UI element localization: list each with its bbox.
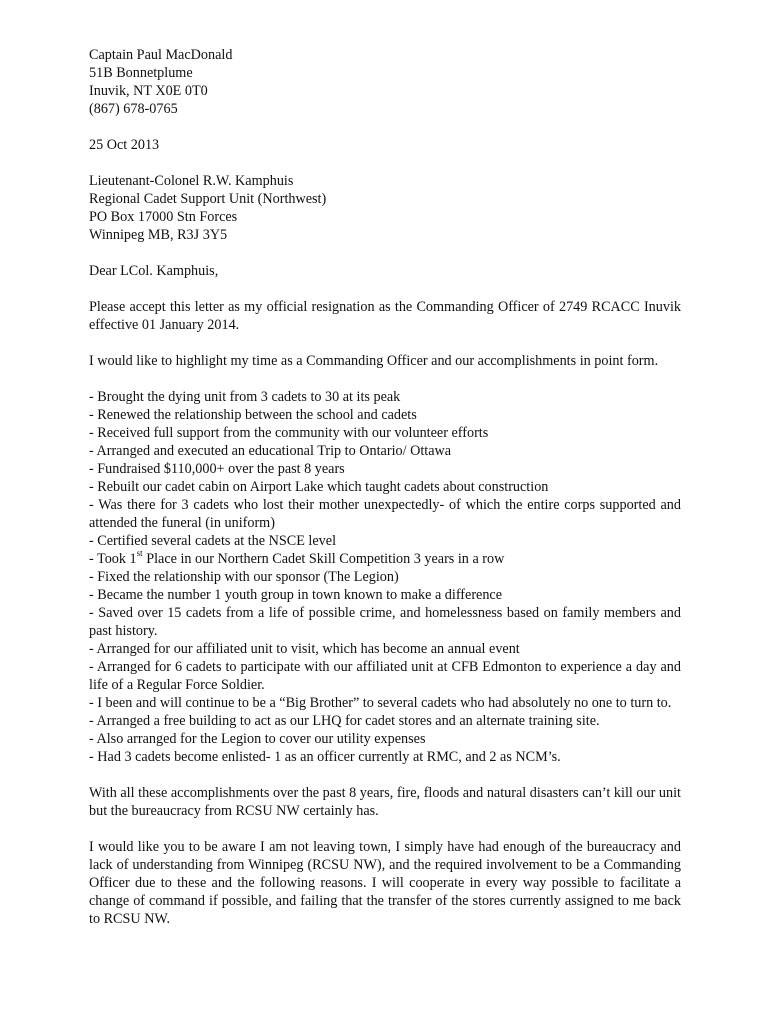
bureaucracy-paragraph: With all these accomplishments over the past 8 years, fire, floods and natural disasters can’t kill our unit but the bureaucracy from RCSU NW certainly has. (89, 785, 681, 819)
list-item: - Received full support from the community with our volunteer efforts (89, 425, 489, 441)
sender-street: 51B Bonnetplume (89, 65, 193, 81)
list-item: - Arranged for our affiliated unit to visit, which has become an annual event (89, 641, 520, 657)
recipient-city: Winnipeg MB, R3J 3Y5 (89, 227, 228, 243)
sender-name: Captain Paul MacDonald (89, 47, 233, 63)
list-item: - Arranged a free building to act as our LHQ for cadet stores and an alternate training site. (89, 713, 600, 729)
sender-city: Inuvik, NT X0E 0T0 (89, 83, 208, 99)
list-item-text-start: - Took 1 (89, 551, 137, 567)
recipient-address (89, 172, 681, 244)
list-item: - Rebuilt our cadet cabin on Airport Lake which taught cadets about construction (89, 479, 549, 495)
list-item: - I been and will continue to be a “Big Brother” to several cadets who had absolutely no one to turn to. (89, 695, 672, 711)
list-item: - Fixed the relationship with our sponsor (The Legion) (89, 569, 399, 585)
list-item (89, 550, 681, 568)
list-item: - Saved over 15 cadets from a life of possible crime, and homelessness based on family members and past history. (89, 605, 681, 639)
list-item: - Also arranged for the Legion to cover our utility expenses (89, 731, 426, 747)
list-item: - Renewed the relationship between the school and cadets (89, 407, 417, 423)
list-item: - Brought the dying unit from 3 cadets to 30 at its peak (89, 389, 401, 405)
recipient-po-box: PO Box 17000 Stn Forces (89, 209, 238, 225)
closing-paragraph: I would like you to be aware I am not leaving town, I simply have had enough of the bureaucracy and lack of understanding from Winnipeg (RCSU NW), and the required involvement to be a Commanding Officer due to these and the following reasons. I will cooperate in every way possible to facilitate a change of command if possible, and failing that the transfer of the stores currently assigned to me back to RCSU NW. (89, 839, 681, 927)
list-item: - Fundraised $110,000+ over the past 8 years (89, 461, 345, 477)
sender-address (89, 46, 681, 118)
recipient-unit: Regional Cadet Support Unit (Northwest) (89, 191, 327, 207)
list-item: - Arranged for 6 cadets to participate with our affiliated unit at CFB Edmonton to experience a day and life of a Regular Force Soldier. (89, 659, 681, 693)
letter-body (89, 46, 681, 928)
letter-date: 25 Oct 2013 (89, 137, 160, 153)
recipient-name: Lieutenant-Colonel R.W. Kamphuis (89, 173, 294, 189)
list-item: - Arranged and executed an educational Trip to Ontario/ Ottawa (89, 443, 452, 459)
list-item: - Was there for 3 cadets who lost their mother unexpectedly- of which the entire corps supported and attended the funeral (in uniform) (89, 497, 681, 531)
resignation-paragraph: Please accept this letter as my official resignation as the Commanding Officer of 2749 RCACC Inuvik effective 01 January 2014. (89, 299, 681, 333)
list-item: - Had 3 cadets become enlisted- 1 as an officer currently at RMC, and 2 as NCM’s. (89, 749, 561, 765)
list-item: - Certified several cadets at the NSCE level (89, 533, 337, 549)
salutation: Dear LCol. Kamphuis, (89, 263, 219, 279)
list-item: - Became the number 1 youth group in town known to make a difference (89, 587, 503, 603)
list-item-text-end: Place in our Northern Cadet Skill Competition 3 years in a row (142, 551, 505, 567)
accomplishments-list (89, 388, 681, 766)
sender-phone: (867) 678-0765 (89, 101, 178, 117)
intro-paragraph: I would like to highlight my time as a Commanding Officer and our accomplishments in point form. (89, 353, 659, 369)
ordinal-suffix: st (136, 548, 143, 559)
